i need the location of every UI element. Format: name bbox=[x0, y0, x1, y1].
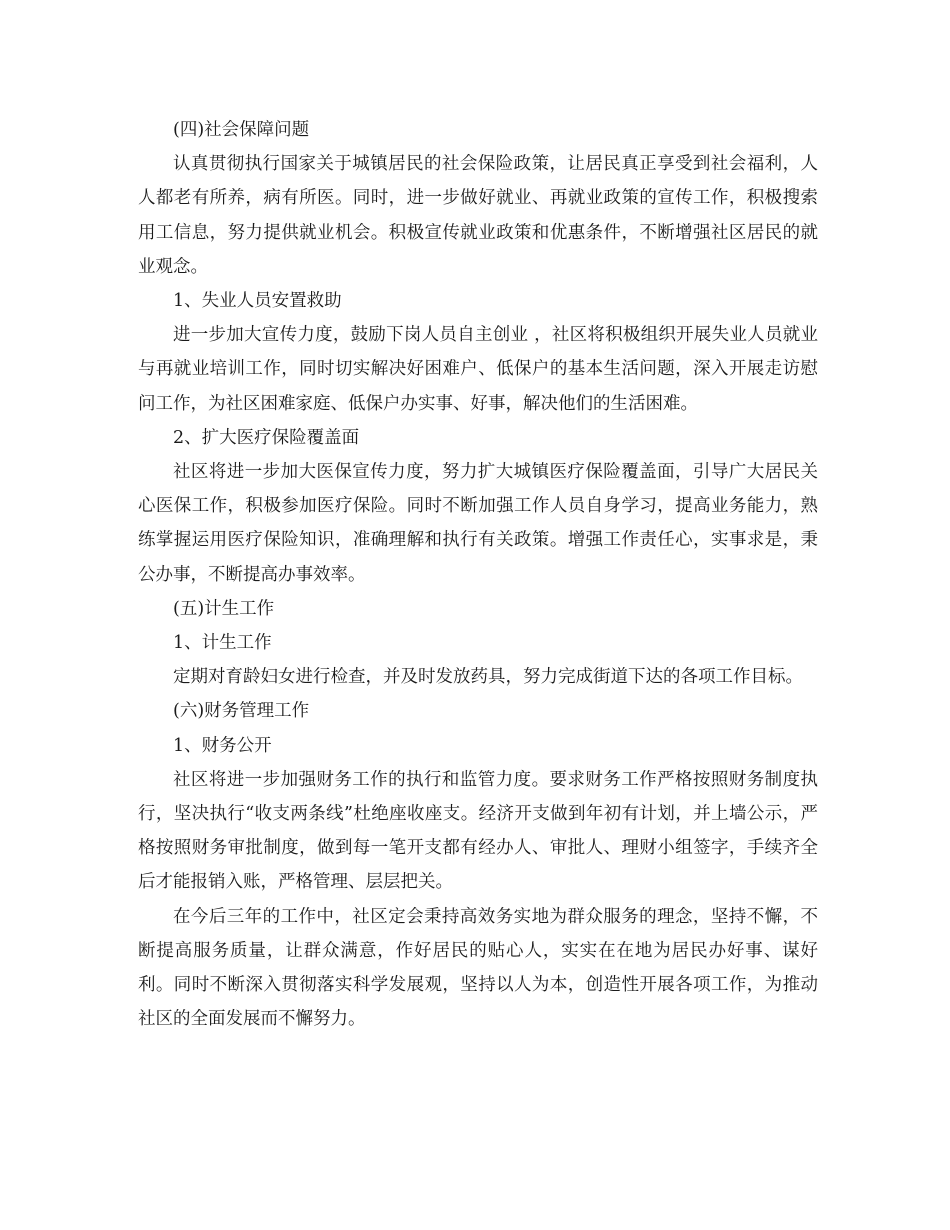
paragraph-medical-insurance: 社区将进一步加大医保宣传力度，努力扩大城镇医疗保险覆盖面，引导广大居民关心医保工作，积极参加医疗保险。同时不断加强工作人员自身学习，提高业务能力，熟练掌握运用医疗保险知识，准确理解和执行有关政策。增强工作责任心，实事求是，秉公办事，不断提高办事效率。 bbox=[138, 462, 818, 585]
section-heading-family-planning: (五)计生工作 bbox=[173, 598, 275, 619]
subheading-family-planning-work: 1、计生工作 bbox=[173, 633, 272, 654]
subheading-financial-disclosure: 1、财务公开 bbox=[173, 735, 272, 756]
section-heading-social-security: (四)社会保障问题 bbox=[173, 120, 310, 140]
paragraph-social-security: 认真贯彻执行国家关于城镇居民的社会保险政策，让居民真正享受到社会福利，人人都老有所养，病有所医。同时，进一步做好就业、再就业政策的宣传工作，积极搜索用工信息，努力提供就业机会。积极宣传就业政策和优惠条件，不断增强社区居民的就业观念。 bbox=[138, 154, 818, 277]
document-body bbox=[138, 113, 818, 1036]
section-heading-financial-management: (六)财务管理工作 bbox=[173, 701, 310, 722]
paragraph-unemployment-relief: 进一步加大宣传力度，鼓励下岗人员自主创业 ，社区将积极组织开展失业人员就业与再就业培训工作，同时切实解决好困难户、低保户的基本生活问题，深入开展走访慰问工作，为社区困难家庭、低保户办实事、好事，解决他们的生活困难。 bbox=[138, 325, 818, 414]
paragraph-conclusion: 在今后三年的工作中，社区定会秉持高效务实地为群众服务的理念，坚持不懈，不断提高服务质量，让群众满意，作好居民的贴心人，实实在在地为居民办好事、谋好利。同时不断深入贯彻落实科学发展观，坚持以人为本，创造性开展各项工作，为推动社区的全面发展而不懈努力。 bbox=[138, 906, 818, 1030]
paragraph-family-planning: 定期对育龄妇女进行检查，并及时发放药具，努力完成街道下达的各项工作目标。 bbox=[173, 667, 803, 688]
subheading-medical-insurance: 2、扩大医疗保险覆盖面 bbox=[173, 427, 360, 448]
subheading-unemployment-relief: 1、失业人员安置救助 bbox=[173, 291, 342, 312]
paragraph-financial-disclosure: 社区将进一步加强财务工作的执行和监管力度。要求财务工作严格按照财务制度执行，坚决执行“收支两条线”杜绝座收座支。经济开支做到年初有计划，并上墙公示，严格按照财务审批制度，做到每一笔开支都有经办人、审批人、理财小组签字，手续齐全后才能报销入账，严格管理、层层把关。 bbox=[138, 769, 818, 893]
